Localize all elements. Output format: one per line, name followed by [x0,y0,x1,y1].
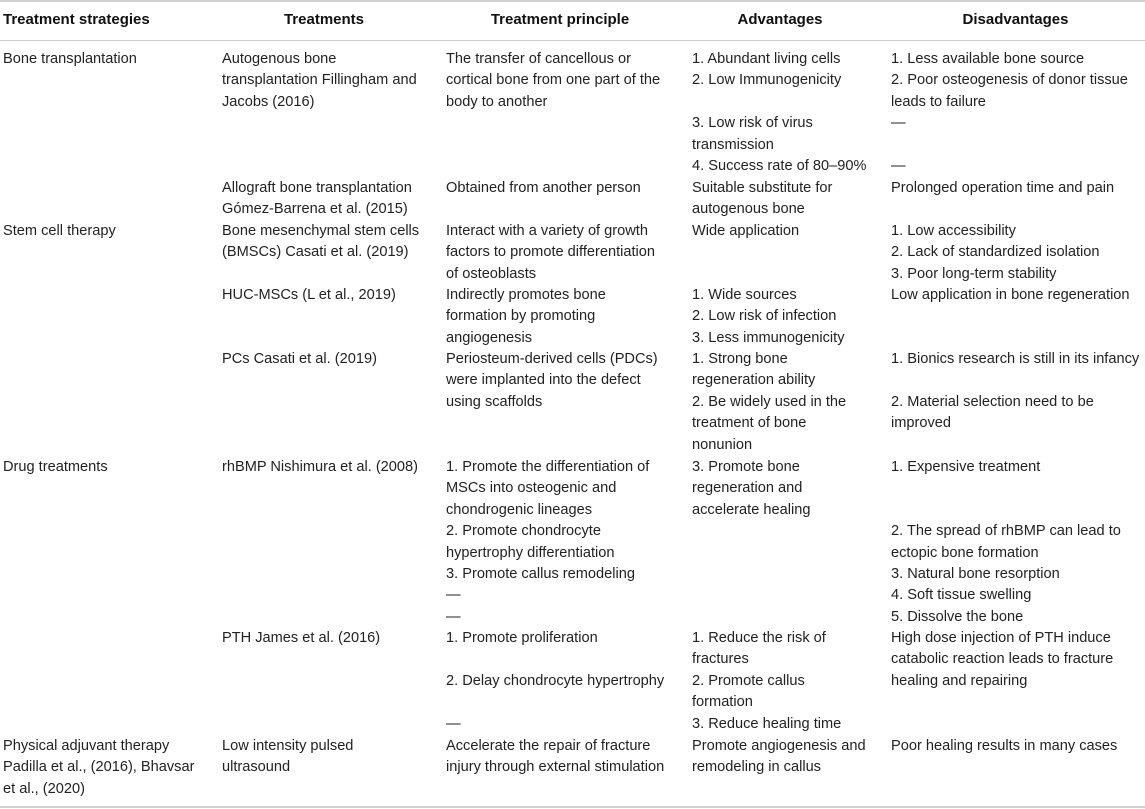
principle-line: MSCs into osteogenic and [446,480,617,497]
header-disadvantages: Disadvantages [962,11,1069,28]
disadvantage-line: 2. Material selection need to be [891,393,1094,410]
advantages-bmsc [692,221,799,242]
strategy-physical-adjuvant [3,736,194,800]
treatment-line: Low intensity pulsed [222,738,354,754]
disadvantages-lipus [891,736,1117,757]
advantage-line: 4. Success rate of 80–90% [692,158,867,175]
disadvantage-line: 1. Less available bone source [891,51,1085,67]
table-bottom-rule [0,806,1145,808]
advantage-line: Wide application [692,223,800,239]
advantage-line: 1. Abundant living cells [692,51,841,67]
advantage-line: Suitable substitute for [692,180,833,196]
disadvantage-line [891,500,1121,521]
advantage-line: accelerate healing [692,501,811,518]
disadvantage-line: High dose injection of PTH induce [891,630,1111,646]
principle-line: — [446,587,461,604]
disadvantage-line: leads to failure [891,93,986,110]
disadvantage-line: 2. The spread of rhBMP can lead to [891,523,1121,540]
advantage-line: Promote angiogenesis and [692,738,866,754]
disadvantage-line: 4. Soft tissue swelling [891,587,1032,604]
disadvantages-pcs [891,349,1139,435]
advantage-line: 2. Low Immunogenicity [692,72,842,89]
treatment-line: Allograft bone transplantation [222,180,412,196]
disadvantages-allograft [891,178,1114,199]
principle-line: body to another [446,93,548,110]
principle-line: angiogenesis [446,329,533,346]
treatment-pth [222,628,380,649]
disadvantage-line [891,370,1139,391]
advantage-line: autogenous bone [692,201,805,218]
principle-line: cortical bone from one part of the [446,72,661,89]
disadvantage-line: 5. Dissolve the bone [891,608,1024,625]
advantage-line: 3. Less immunogenicity [692,329,845,346]
strategy-stem-cell-therapy [3,221,116,242]
disadvantage-line: 3. Natural bone resorption [891,566,1060,583]
disadvantage-line: 3. Poor long-term stability [891,265,1057,282]
disadvantage-line: 1. Expensive treatment [891,459,1041,475]
header-advantages: Advantages [737,11,823,28]
disadvantage-line: — [891,115,906,132]
principle-line: The transfer of cancellous or [446,51,631,67]
disadvantage-line: improved [891,415,952,432]
strategy-line: Physical adjuvant therapy [3,738,170,754]
principle-allograft [446,178,641,199]
disadvantage-line: Poor healing results in many cases [891,738,1118,754]
advantages-pcs [692,349,846,456]
principle-hucmsc [446,285,606,349]
principle-line: 3. Promote callus remodeling [446,566,635,583]
disadvantage-line: healing and repairing [891,672,1028,689]
disadvantages-pth [891,628,1113,692]
principle-line: — [446,715,461,732]
header-treatment-strategies: Treatment strategies [3,11,150,28]
treatment-lipus [222,736,353,779]
disadvantage-line [891,478,1121,499]
header-bottom-rule [0,40,1145,41]
advantage-line: treatment of bone [692,415,807,432]
treatment-line: transplantation Fillingham and [222,72,417,89]
strategy-bone-transplantation [3,49,137,70]
advantage-line: regeneration and [692,480,803,497]
advantage-line: formation [692,694,753,711]
strategy-line: Drug treatments [3,459,108,475]
principle-rhbmp [446,457,649,628]
advantage-line: remodeling in callus [692,759,821,776]
advantage-line: 2. Be widely used in the [692,393,847,410]
advantages-autogenous [692,49,866,177]
advantages-allograft [692,178,832,221]
table-top-rule [0,0,1145,2]
treatment-line: Jacobs (2016) [222,93,315,110]
advantage-line [692,92,866,113]
disadvantage-line: 1. Low accessibility [891,223,1016,239]
header-treatments: Treatments [283,11,365,28]
advantages-rhbmp [692,457,810,521]
treatment-line: HUC-MSCs (L et al., 2019) [222,287,396,303]
principle-line: Interact with a variety of growth [446,223,648,239]
disadvantage-line: Prolonged operation time and pain [891,180,1115,196]
disadvantages-rhbmp [891,457,1121,628]
principle-line: Indirectly promotes bone [446,287,606,303]
treatment-line: Autogenous bone [222,51,337,67]
principle-autogenous [446,49,660,113]
advantage-line: transmission [692,136,774,153]
disadvantages-autogenous [891,49,1128,177]
treatment-bmsc [222,221,419,264]
treatment-pcs [222,349,377,370]
principle-line: 2. Promote chondrocyte [446,523,601,540]
principle-line: formation by promoting [446,308,596,325]
strategy-drug-treatments [3,457,108,478]
disadvantage-line: 1. Bionics research is still in its infancy [891,351,1140,367]
disadvantage-line: ectopic bone formation [891,544,1039,561]
principle-line: Obtained from another person [446,180,641,196]
advantage-line: 3. Low risk of virus [692,115,813,132]
advantages-hucmsc [692,285,845,349]
treatment-line: Bone mesenchymal stem cells [222,223,420,239]
principle-line: using scaffolds [446,393,543,410]
disadvantage-line: catabolic reaction leads to fracture [891,651,1114,668]
treatment-line: Gómez-Barrena et al. (2015) [222,201,408,218]
principle-line [446,692,664,713]
disadvantage-line: 2. Poor osteogenesis of donor tissue [891,72,1128,89]
disadvantage-line: Low application in bone regeneration [891,287,1130,303]
advantage-line: 2. Low risk of infection [692,308,837,325]
principle-line: — [446,608,461,625]
treatment-hucmsc [222,285,396,306]
principle-line: 1. Promote the differentiation of [446,459,650,475]
principle-line: 1. Promote proliferation [446,630,598,646]
principle-line: injury through external stimulation [446,759,665,776]
header-treatment-principle: Treatment principle [490,11,630,28]
advantage-line: regeneration ability [692,372,816,389]
strategy-line: Stem cell therapy [3,223,116,239]
principle-lipus [446,736,664,779]
treatment-line: PCs Casati et al. (2019) [222,351,377,367]
principle-line: 2. Delay chondrocyte hypertrophy [446,672,665,689]
advantage-line: 3. Reduce healing time [692,715,842,732]
principle-line: factors to promote differentiation [446,244,656,261]
advantage-line: 1. Strong bone [692,351,788,367]
principle-line: hypertrophy differentiation [446,544,615,561]
principle-pcs [446,349,658,413]
advantage-line: 1. Reduce the risk of [692,630,826,646]
strategy-line: Padilla et al., (2016), Bhavsar [3,759,195,776]
principle-line: Periosteum-derived cells (PDCs) [446,351,658,367]
advantage-line: nonunion [692,436,753,453]
treatment-autogenous [222,49,417,113]
treatment-rhbmp [222,457,418,478]
principle-line: were implanted into the defect [446,372,641,389]
advantage-line: 2. Promote callus [692,672,805,689]
principle-line [446,649,664,670]
disadvantages-hucmsc [891,285,1130,306]
disadvantages-bmsc [891,221,1100,285]
principle-bmsc [446,221,655,285]
treatment-line: (BMSCs) Casati et al. (2019) [222,244,409,261]
strategy-line: et al., (2020) [3,780,85,797]
advantage-line: 3. Promote bone [692,459,800,475]
principle-pth [446,628,664,735]
advantage-line: fractures [692,651,749,668]
treatment-allograft [222,178,412,221]
disadvantage-line: 2. Lack of standardized isolation [891,244,1100,261]
principle-line: Accelerate the repair of fracture [446,738,651,754]
advantages-lipus [692,736,866,779]
disadvantage-line [891,135,1128,156]
treatment-line: PTH James et al. (2016) [222,630,381,646]
advantages-pth [692,628,841,735]
treatment-line: rhBMP Nishimura et al. (2008) [222,459,419,475]
advantage-line: 1. Wide sources [692,287,797,303]
principle-line: of osteoblasts [446,265,537,282]
strategy-line: Bone transplantation [3,51,137,67]
treatment-line: ultrasound [222,759,291,776]
principle-line: chondrogenic lineages [446,501,593,518]
disadvantage-line: — [891,158,906,175]
